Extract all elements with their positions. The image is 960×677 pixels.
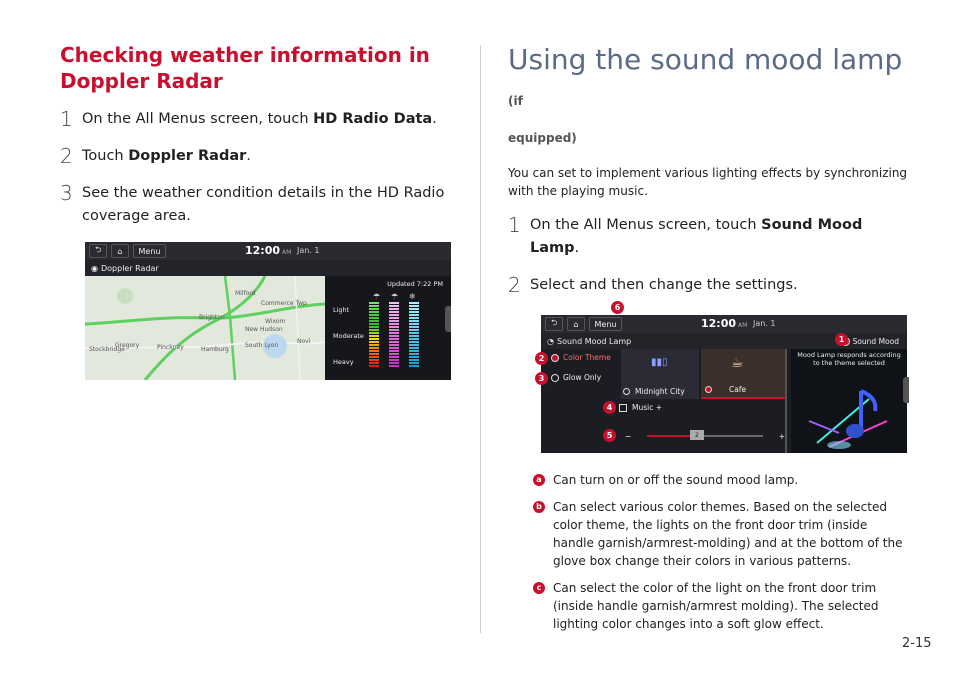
home-button[interactable] — [567, 317, 584, 331]
callout-marker-3: 3 — [535, 372, 548, 385]
panel-divider — [785, 349, 787, 453]
description-list — [508, 471, 908, 633]
radar-map[interactable]: Milford Commerce Twp Brighton Wixom New Hudson Gregory Pinckney Hamburg South Lyon Stockbridge Novi — [85, 276, 325, 380]
slider-thumb[interactable]: 2 — [690, 430, 704, 440]
section-heading-doppler: Checking weather information in Doppler Radar — [60, 43, 430, 93]
doppler-radar-screenshot — [85, 242, 451, 380]
step-2-sound: 2 Select and then change the settings. — [508, 273, 798, 297]
step-3: 3 See the weather condition details in the HD Radio coverage area. — [60, 181, 445, 224]
slider-fill — [647, 435, 693, 437]
title-suffix-line2: equipped) — [508, 131, 577, 145]
mixed-icon: ☂ — [391, 292, 399, 301]
map-roads — [85, 276, 325, 380]
date: Jan. 1 — [297, 246, 320, 255]
panel-handle[interactable] — [445, 306, 451, 332]
sound-mood-toggle[interactable]: Sound Mood — [841, 335, 899, 347]
back-button[interactable] — [89, 244, 107, 258]
screen-title-bar: ◔ Sound Mood Lamp — [541, 333, 907, 349]
left-column — [60, 42, 455, 380]
rain-icon: ☂ — [373, 292, 381, 301]
coffee-cup-icon: ☕ — [731, 355, 744, 371]
brightness-slider[interactable] — [647, 431, 763, 439]
radio-unselected-icon — [551, 374, 559, 382]
description-item: a Can turn on or off the sound mood lamp. — [533, 471, 908, 489]
callout-marker-4: 4 — [603, 401, 616, 414]
top-bar — [85, 242, 451, 260]
color-theme-option[interactable]: Color Theme — [551, 353, 611, 362]
callout-marker-2: 2 — [535, 352, 548, 365]
back-icon: ⮌ — [95, 245, 102, 254]
right-column — [508, 42, 908, 633]
precipitation-legend: Updated 7:22 PM ☂ ☂ ❄ Light Moderate Heavy — [325, 276, 451, 380]
lamp-icon: ◔ — [547, 336, 554, 346]
panel-handle[interactable] — [903, 377, 909, 403]
radio-selected-icon — [551, 354, 559, 362]
music-note-light-graphic — [799, 371, 899, 451]
snow-icon: ❄ — [409, 292, 416, 301]
menu-button[interactable]: Menu — [133, 244, 167, 258]
radio-unselected-icon — [623, 388, 630, 395]
sound-mood-lamp-screenshot — [538, 303, 907, 453]
top-bar — [541, 315, 907, 333]
clock: 12:00 AM — [701, 317, 748, 330]
callout-marker-1: 1 — [835, 333, 848, 346]
brightness-control — [625, 429, 785, 443]
callout-marker-6: 6 — [611, 301, 624, 314]
theme-midnight-city[interactable]: ▮▮▯ Midnight City — [621, 349, 699, 399]
intro-text: You can set to implement various lighting effects by synchronizing with the playing music. — [508, 166, 908, 198]
updated-time: Updated 7:22 PM — [387, 280, 443, 288]
home-icon: ⌂ — [117, 246, 123, 256]
radio-selected-icon — [705, 386, 712, 393]
step-1-sound: 1 On the All Menus screen, touch Sound Mood Lamp. — [508, 213, 863, 256]
theme-cafe[interactable]: ☕ Cafe — [701, 349, 785, 399]
back-icon: ⮌ — [551, 318, 558, 327]
description-item: b Can select various color themes. Based on the selected color theme, the lights on the front door trim (inside handle garnish/armrest-molding) and at the bottom of the glove box change their colors in various patterns. — [533, 498, 908, 570]
clock: 12:00 AM — [245, 244, 292, 257]
increase-button[interactable]: + — [778, 431, 785, 441]
back-button[interactable] — [545, 317, 563, 331]
date: Jan. 1 — [753, 319, 776, 328]
page-number: 2-15 — [902, 636, 932, 651]
callout-marker-5: 5 — [603, 429, 616, 442]
mood-preview-panel: Mood Lamp responds according to the theme selected — [791, 349, 907, 453]
city-skyline-icon: ▮▮▯ — [651, 357, 668, 368]
column-divider — [480, 45, 481, 633]
glow-only-option[interactable]: Glow Only — [551, 373, 601, 382]
menu-button[interactable]: Menu — [589, 317, 623, 331]
checkbox-icon — [619, 404, 627, 412]
home-icon: ⌂ — [573, 319, 579, 329]
step-2: 2 Touch Doppler Radar. — [60, 144, 251, 168]
description-item: c Can select the color of the light on the front door trim (inside handle garnish/armrest molding). The selected lighting color changes into a soft glow effect. — [533, 579, 908, 633]
radar-icon: ◉ — [91, 263, 98, 273]
home-button[interactable] — [111, 244, 128, 258]
screen-title-bar: ◉ Doppler Radar — [85, 260, 451, 276]
music-checkbox[interactable]: Music + — [619, 403, 662, 412]
section-title-sound-mood: Using the sound mood lamp (if — [508, 43, 903, 108]
step-1: 1 On the All Menus screen, touch HD Radio Data. — [60, 107, 437, 131]
legend-color-bars — [369, 302, 429, 368]
decrease-button[interactable]: − — [625, 431, 632, 441]
